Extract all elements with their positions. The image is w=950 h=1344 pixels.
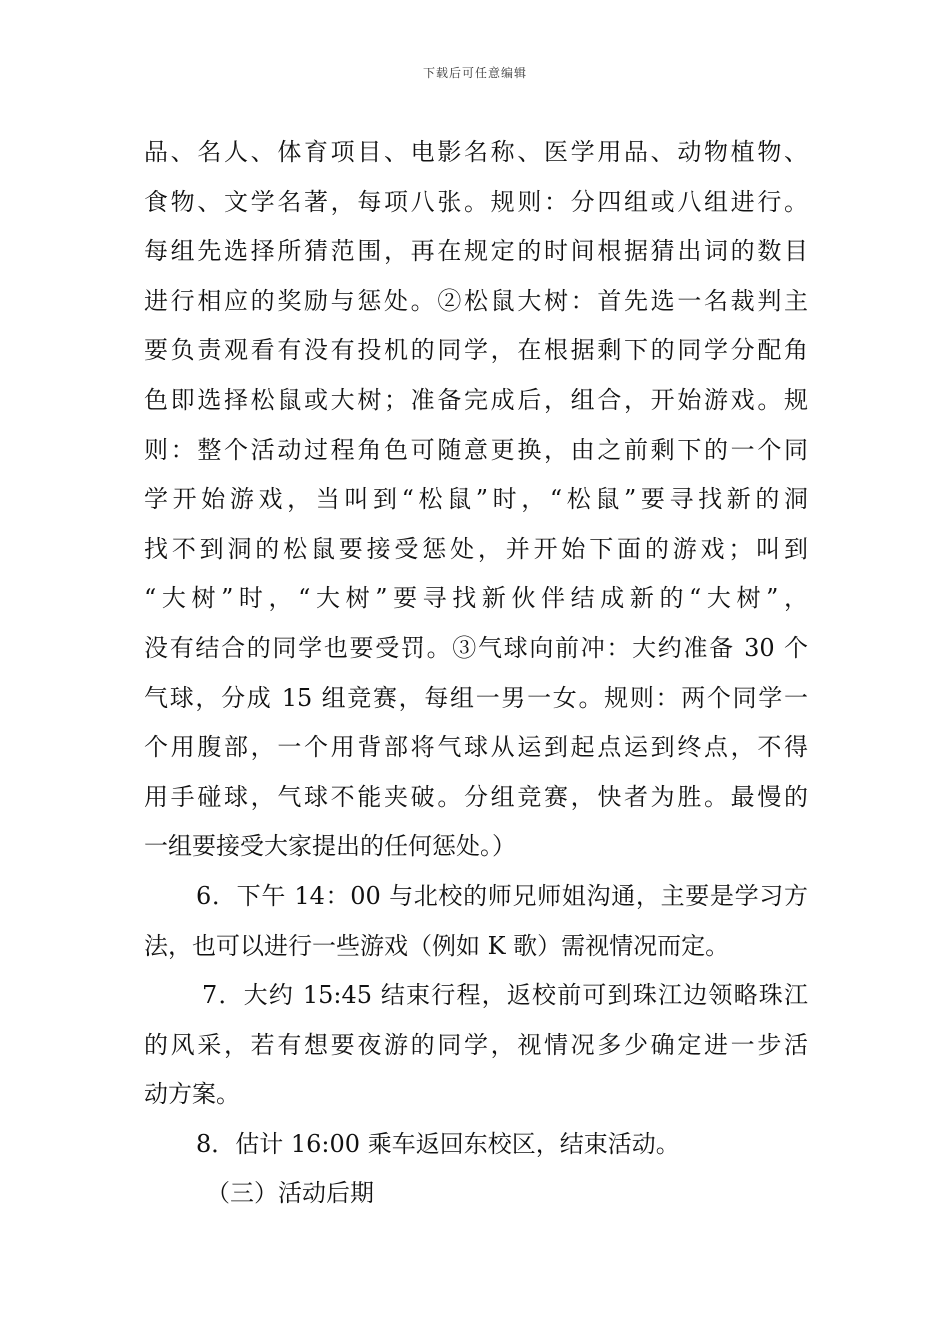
body-line: 要负责观看有没有投机的同学，在根据剩下的同学分配角: [144, 336, 808, 365]
item-6-line: 法，也可以进行一些游戏（例如 K 歌）需视情况而定。: [144, 931, 730, 960]
body-line: 品、名人、体育项目、电影名称、医学用品、动物植物、: [144, 138, 808, 166]
item-8-line: 8．估计 16:00 乘车返回东校区，结束活动。: [196, 1129, 680, 1158]
document-body: [144, 128, 808, 1219]
body-line: 没有结合的同学也要受罚。③气球向前冲：大约准备 30 个: [144, 633, 808, 662]
body-line: 学开始游戏，当叫到“松鼠”时，“松鼠”要寻找新的洞: [144, 485, 808, 514]
body-line: 用手碰球，气球不能夹破。分组竞赛，快者为胜。最慢的: [144, 782, 808, 811]
item-7-line: 动方案。: [144, 1080, 240, 1109]
page-header: 下载后可任意编辑: [422, 66, 527, 80]
body-line: 进行相应的奖励与惩处。②松鼠大树：首先选一名裁判主: [144, 286, 808, 315]
item-7-line: 7．大约 15:45 结束行程，返校前可到珠江边领略珠江: [202, 981, 808, 1010]
body-line: 一组要接受大家提出的任何惩处。）: [144, 832, 516, 861]
body-line: 食物、文学名著，每项八张。规则：分四组或八组进行。: [144, 187, 808, 216]
body-line: “大树”时，“大树”要寻找新伙伴结成新的“大树”，: [144, 584, 808, 613]
item-7-line: 的风采，若有想要夜游的同学，视情况多少确定进一步活: [144, 1030, 808, 1059]
body-line: 每组先选择所猜范围，再在规定的时间根据猜出词的数目: [144, 237, 808, 266]
body-line: 找不到洞的松鼠要接受惩处，并开始下面的游戏；叫到: [144, 534, 808, 563]
body-line: 色即选择松鼠或大树；准备完成后，组合，开始游戏。规: [144, 385, 808, 414]
body-line: 则：整个活动过程角色可随意更换，由之前剩下的一个同: [144, 435, 808, 464]
body-line: 个用腹部，一个用背部将气球从运到起点运到终点，不得: [144, 733, 808, 762]
body-line: 气球，分成 15 组竞赛，每组一男一女。规则：两个同学一: [144, 683, 808, 712]
section-heading: （三）活动后期: [206, 1179, 374, 1208]
item-6-line: 6．下午 14：00 与北校的师兄师姐沟通，主要是学习方: [196, 881, 808, 910]
